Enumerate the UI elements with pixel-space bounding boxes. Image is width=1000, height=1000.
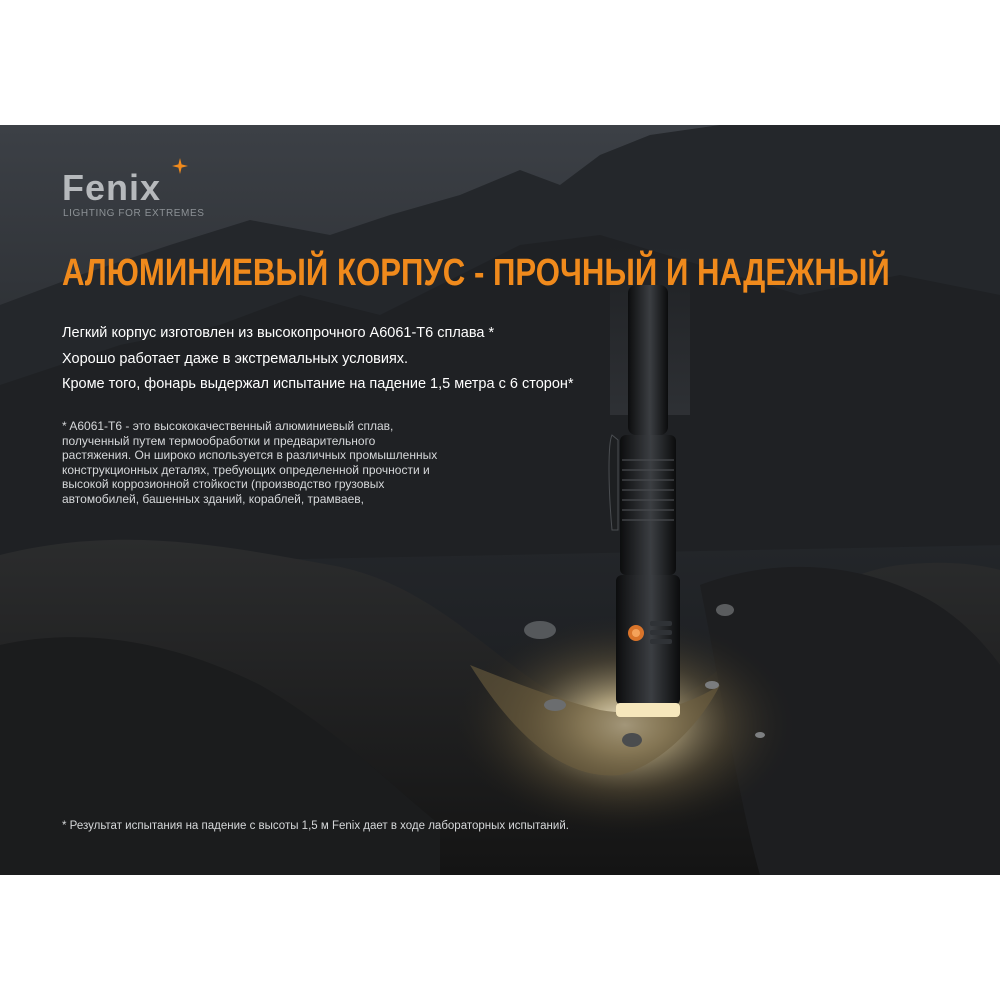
footnote-line: растяжения. Он широко используется в различных промышленных <box>62 448 438 463</box>
product-banner <box>0 125 1000 875</box>
logo-tagline: LIGHTING FOR EXTREMES <box>63 208 205 219</box>
logo-wordmark: Fenix <box>62 167 162 208</box>
drop-test-note: * Результат испытания на падение с высоты 1,5 м Fenix дает в ходе лабораторных испытаний. <box>62 820 569 832</box>
description-line: Кроме того, фонарь выдержал испытание на падение 1,5 метра с 6 сторон* <box>62 376 574 392</box>
description-line: Легкий корпус изготовлен из высокопрочного A6061-T6 сплава * <box>62 325 495 341</box>
description-line: Хорошо работает даже в экстремальных условиях. <box>62 350 409 367</box>
footnote-line: высокой коррозионной стойкости (производство грузовых <box>62 477 385 492</box>
fenix-logo <box>62 168 232 228</box>
headline: АЛЮМИНИЕВЫЙ КОРПУС - ПРОЧНЫЙ И НАДЕЖНЫЙ <box>62 252 890 294</box>
alloy-footnote <box>62 419 522 507</box>
footnote-line: * A6061-T6 - это высококачественный алюминиевый сплав, <box>62 419 394 433</box>
description <box>62 321 702 398</box>
star-icon <box>172 158 188 174</box>
footnote-line: автомобилей, башенных зданий, кораблей, трамваев, <box>62 491 364 506</box>
footnote-line: полученный путем термообработки и предварительного <box>62 433 376 448</box>
footnote-line: конструкционных деталях, требующих определенной прочности и <box>62 462 430 477</box>
